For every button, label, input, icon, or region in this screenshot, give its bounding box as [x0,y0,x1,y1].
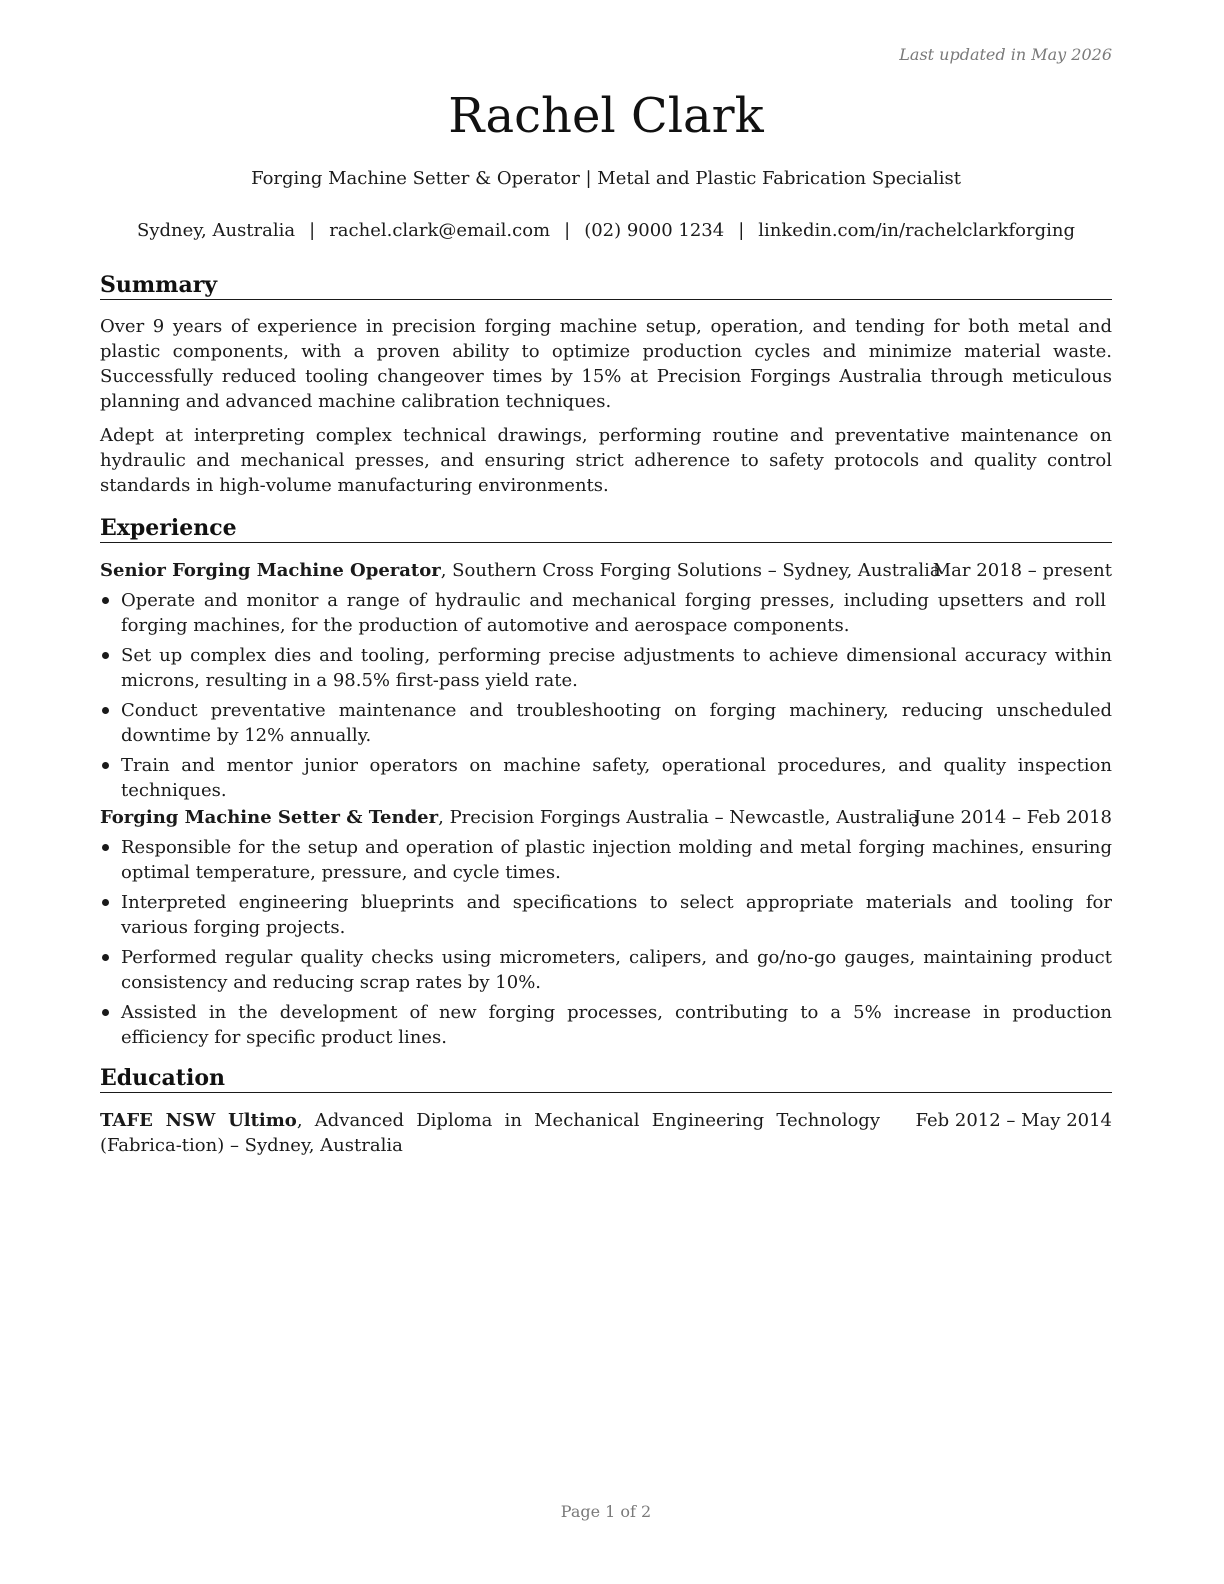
bullet-icon [102,954,109,961]
contact-line [100,219,1112,243]
bullet-icon [102,762,109,769]
job-bullets [100,835,1112,1055]
page-number: Page 1 of 2 [560,1502,652,1521]
job-role: Senior Forging Machine Operator [100,560,441,581]
contact-location: Sydney, Australia [136,220,296,241]
bullet-icon [102,899,109,906]
list-item [100,643,1112,693]
job-company: , Precision Forgings Australia – Newcastle, Australia [438,807,919,828]
list-item [100,753,1112,803]
bullet-text: Performed regular quality checks using micrometers, calipers, and go/no-go gauges, maintaining product consistency and reducing scrap rates by 10%. [121,947,1112,993]
bullet-icon [102,597,109,604]
job-role: Forging Machine Setter & Tender [100,807,439,828]
summary-paragraph: Adept at interpreting complex technical drawings, performing routine and preventative maintenance on hydraulic and mechanical presses, and ensuring strict adherence to safety protocols and quality control standards in high-volume manufacturing environments. [100,425,1112,496]
resume-page [100,0,1112,1584]
bullet-text: Conduct preventative maintenance and troubleshooting on forging machinery, reducing unscheduled downtime by 12% annually. [121,700,1112,746]
education-institution: TAFE NSW Ultimo [100,1110,297,1131]
bullet-text: Operate and monitor a range of hydraulic and mechanical forging presses, including upsetters and roll forging machines, for the production of automotive and aerospace components. [121,590,1106,636]
headline: Forging Machine Setter & Operator | Metal and Plastic Fabrication Specialist [251,168,961,189]
education-program: , Advanced Diploma in Mechanical Engineering Technology (Fabrica-tion) – Sydney, Australia [100,1110,880,1156]
list-item [100,1000,1112,1050]
education-text [100,1108,880,1158]
job-header [100,805,1112,830]
job-dates: June 2014 – Feb 2018 [913,807,1112,828]
summary-paragraph: Over 9 years of experience in precision forging machine setup, operation, and tending for both metal and plastic components, with a proven ability to optimize production cycles and minimize material waste. Successfully reduced tooling changeover times by 15% at Precision Forgings Australia through meticulous planning and advanced machine calibration techniques. [100,316,1112,412]
bullet-icon [102,1009,109,1016]
contact-separator: | [564,220,571,241]
job-dates: Mar 2018 – present [932,560,1112,581]
bullet-text: Train and mentor junior operators on machine safety, operational procedures, and quality inspection techniques. [121,755,1112,801]
job-bullets [100,588,1112,808]
education-entry [100,1108,1112,1158]
section-title-education: Education [100,1064,1112,1093]
list-item [100,588,1112,638]
list-item [100,890,1112,940]
list-item [100,835,1112,885]
education-dates: Feb 2012 – May 2014 [915,1110,1112,1131]
contact-separator: | [738,220,745,241]
job-header [100,558,1112,583]
section-title-experience: Experience [100,514,1112,543]
section-title-summary: Summary [100,271,1112,300]
contact-linkedin[interactable]: linkedin.com/in/rachelclarkforging [758,220,1076,241]
candidate-name: Rachel Clark [448,88,764,144]
list-item [100,698,1112,748]
bullet-text: Assisted in the development of new forging processes, contributing to a 5% increase in production efficiency for specific product lines. [121,1002,1112,1048]
contact-separator: | [309,220,316,241]
bullet-icon [102,707,109,714]
contact-email[interactable]: rachel.clark@email.com [329,220,551,241]
list-item [100,945,1112,995]
contact-phone: (02) 9000 1234 [584,220,725,241]
bullet-icon [102,844,109,851]
bullet-text: Interpreted engineering blueprints and specifications to select appropriate materials and tooling for various forging projects. [121,892,1112,938]
bullet-icon [102,652,109,659]
bullet-text: Responsible for the setup and operation of plastic injection molding and metal forging machines, ensuring optimal temperature, pressure, and cycle times. [121,837,1112,883]
bullet-text: Set up complex dies and tooling, performing precise adjustments to achieve dimensional accuracy within microns, resulting in a 98.5% first-pass yield rate. [121,645,1112,691]
job-company: , Southern Cross Forging Solutions – Sydney, Australia [440,560,941,581]
last-updated-note: Last updated in May 2026 [899,45,1112,64]
